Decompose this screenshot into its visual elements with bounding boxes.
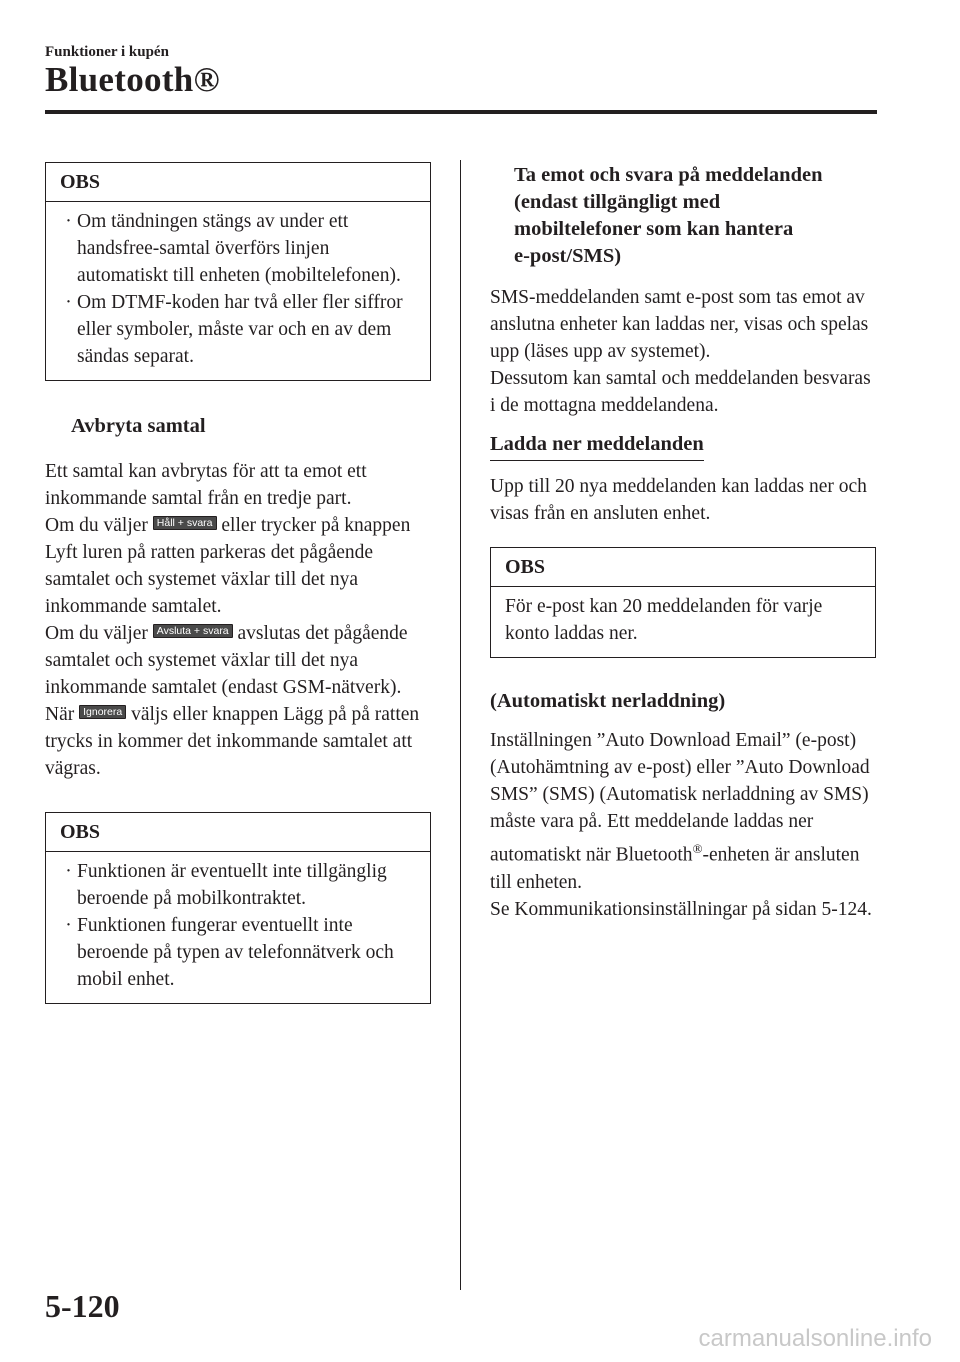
column-divider (460, 160, 461, 1290)
ignore-button: Ignorera (79, 705, 126, 719)
underlined-heading-wrap (490, 431, 876, 461)
obs-bullet-text: Funktionen fungerar eventuellt inte beroende på typen av telefonnätverk och mobil enhet. (77, 915, 394, 990)
obs-box (490, 547, 876, 658)
page-title: Bluetooth® (45, 60, 220, 99)
paragraph: Se Kommunikationsinställningar på sidan 5-124. (490, 898, 872, 920)
obs-label: OBS (491, 548, 875, 587)
obs-bullet-text: Om DTMF-koden har två eller fler siffror eller symboler, måste var och en av dem sändas separat. (77, 292, 403, 367)
paragraph: SMS-meddelanden samt e-post som tas emot av anslutna enheter kan laddas ner, visas och spelas upp (läses upp av systemet). (490, 287, 869, 362)
text: avslutas det pågående samtalet och systemet växlar till det nya inkommande samtalet (endast GSM-nätverk). (45, 623, 408, 698)
text: När (45, 704, 75, 725)
obs-label: OBS (46, 163, 430, 202)
paragraph: Dessutom kan samtal och meddelanden besvaras i de mottagna meddelandena. (490, 368, 871, 416)
registered-mark: ® (692, 841, 703, 856)
paragraph (490, 727, 876, 896)
obs-bullet (60, 289, 416, 370)
end-answer-button: Avsluta + svara (153, 624, 233, 638)
left-column (45, 162, 431, 1004)
hold-answer-button: Håll + svara (153, 516, 217, 530)
watermark: carmanualsonline.info (698, 1325, 932, 1352)
bullet-dot-icon: · (65, 915, 72, 936)
bullet-dot-icon: · (65, 211, 72, 232)
title-rule (45, 110, 877, 114)
obs-body (46, 202, 430, 380)
text: väljs eller knappen Lägg på på ratten trycks in kommer det inkommande samtalet att vägras. (45, 704, 420, 779)
text: eller trycker på knappen Lyft luren på ratten parkeras det pågående samtalet och systemet växlar till det nya inkommande samtalet. (45, 515, 411, 617)
obs-body (46, 852, 430, 1003)
text: Om du väljer (45, 515, 148, 536)
subheading-avbryta: Avbryta samtal (71, 415, 206, 437)
obs-body (491, 587, 875, 657)
obs-text: För e-post kan 20 meddelanden för varje konto laddas ner. (505, 596, 823, 644)
obs-bullet-text: Om tändningen stängs av under ett handsfree-samtal överförs linjen automatiskt till enheten (mobiltelefonen). (77, 211, 401, 286)
page-number: 5-120 (45, 1288, 120, 1324)
text: Om du väljer (45, 623, 148, 644)
paragraph (45, 701, 431, 782)
heading-line: (endast tillgängligt med (514, 191, 721, 213)
paragraph (45, 512, 431, 620)
paragraph (45, 620, 431, 701)
bullet-dot-icon: · (65, 292, 72, 313)
section-heading (490, 162, 876, 270)
text: Inställningen ”Auto Download Email” (e-post) (Autohämtning av e-post) eller ”Auto Download SMS” (SMS) (Automatisk nerladdning av SMS) måste vara på. Ett meddelande laddas ner automatiskt när Bluetooth (490, 730, 870, 866)
obs-bullet (60, 858, 416, 912)
paragraph: Ett samtal kan avbrytas för att ta emot ett inkommande samtal från en tredje part. (45, 461, 367, 509)
bullet-dot-icon: · (65, 861, 72, 882)
heading-line: Ta emot och svara på meddelanden (514, 164, 823, 186)
obs-bullet (60, 912, 416, 993)
subheading-auto-download: (Automatiskt nerladdning) (490, 690, 726, 712)
obs-box (45, 812, 431, 1004)
underlined-heading: Ladda ner meddelanden (490, 431, 704, 461)
obs-bullet (60, 208, 416, 289)
section-label: Funktioner i kupén (45, 44, 169, 60)
obs-label: OBS (46, 813, 430, 852)
right-column (490, 162, 876, 923)
paragraph: Upp till 20 nya meddelanden kan laddas ner och visas från en ansluten enhet. (490, 476, 867, 524)
obs-bullet-text: Funktionen är eventuellt inte tillgänglig beroende på mobilkontraktet. (77, 861, 387, 909)
heading-line: e-post/SMS) (514, 245, 622, 267)
text: -enheten är ansluten till enheten. (490, 844, 860, 893)
obs-box (45, 162, 431, 381)
heading-line: mobiltelefoner som kan hantera (514, 218, 794, 240)
